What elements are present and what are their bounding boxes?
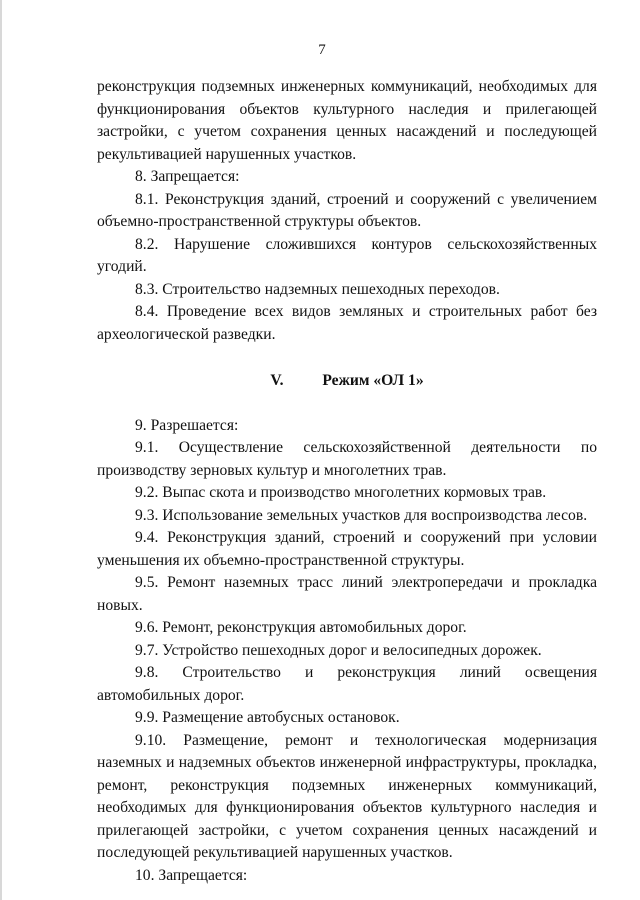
paragraph-continuation: реконструкция подземных инженерных коммуникаций, необходимых для функционирования объектов культурного наследия и прилегающей застройки, с учетом сохранения ценных насаждений и последующей рекультивацией нарушенных участков. [97,78,597,163]
paragraph-10: 10. Запрещается: [135,866,248,884]
section-title: Режим «ОЛ 1» [322,372,424,389]
paragraph-9-2: 9.2. Выпас скота и производство многолетних кормовых трав. [135,484,547,501]
paragraph-9: 9. Разрешается: [135,416,239,434]
document-body [97,76,597,887]
paragraph-8-1: 8.1. Реконструкция зданий, строений и сооружений с увеличением объемно-пространственной структуры объектов. [97,190,597,230]
paragraph-9-7: 9.7. Устройство пешеходных дорог и велосипедных дорожек. [135,641,542,659]
paragraph-8-4: 8.4. Проведение всех видов земляных и строительных работ без археологической разведки. [97,303,597,343]
paragraph-9-9: 9.9. Размещение автобусных остановок. [135,709,400,726]
paragraph-8-2: 8.2. Нарушение сложившихся контуров сельскохозяйственных угодий. [97,235,597,275]
section-heading [97,370,597,393]
paragraph-9-10: 9.10. Размещение, ремонт и технологическая модернизация наземных и надземных объектов инженерной инфраструктуры, прокладка, ремонт, реконструкция подземных инженерных коммуникаций, необходимых для функционирования объектов культурного наследия и прилегающей застройки, с учетом сохранения ценных насаждений и последующей рекультивацией нарушенных участков. [97,731,597,861]
paragraph-9-6: 9.6. Ремонт, реконструкция автомобильных дорог. [135,619,467,636]
page-number: 7 [318,42,326,58]
paragraph-9-3: 9.3. Использование земельных участков для воспроизводства лесов. [135,506,588,524]
section-number: V. [270,372,284,389]
paragraph-9-5: 9.5. Ремонт наземных трасс линий электропередачи и прокладка новых. [97,574,597,614]
paragraph-9-4: 9.4. Реконструкция зданий, строений и сооружений при условии уменьшения их объемно-пространственной структуры. [97,529,597,569]
paragraph-8: 8. Запрещается: [135,168,240,185]
paragraph-8-3: 8.3. Строительство надземных пешеходных переходов. [135,280,500,298]
paragraph-9-8: 9.8. Строительство и реконструкция линий освещения автомобильных дорог. [97,664,597,704]
paragraph-9-1: 9.1. Осуществление сельскохозяйственной деятельности по производству зерновых культур и многолетних трав. [97,439,597,479]
